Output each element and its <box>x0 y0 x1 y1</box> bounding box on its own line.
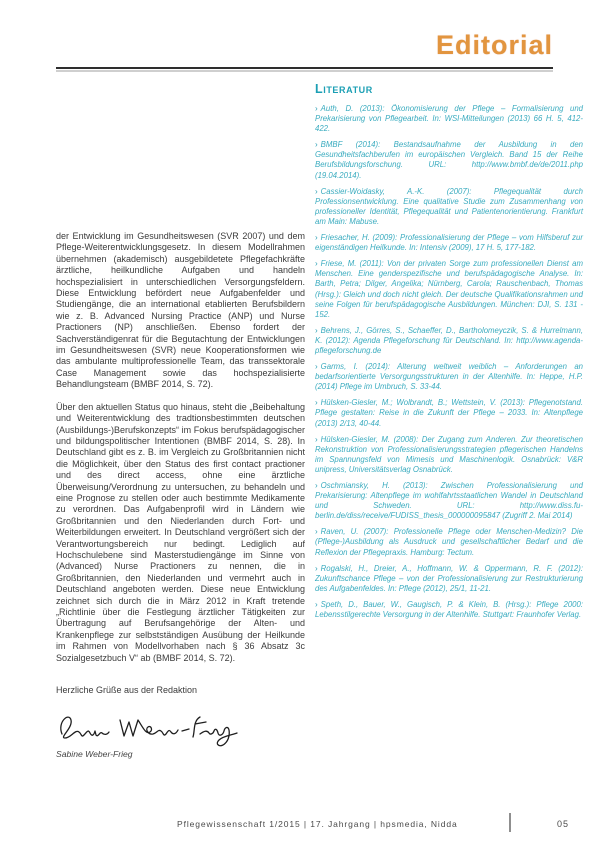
reference-item <box>315 600 583 620</box>
reference-bullet: › <box>315 599 318 609</box>
reference-bullet: › <box>315 362 318 372</box>
page-title: Editorial <box>435 30 553 60</box>
reference-item <box>315 104 583 134</box>
closing-line: Herzliche Grüße aus der Redaktion <box>56 685 198 696</box>
reference-bullet: › <box>315 563 318 573</box>
literature-heading: Literatur <box>315 82 373 96</box>
article-column <box>56 231 305 772</box>
reference-bullet: › <box>315 481 318 490</box>
footer-divider <box>509 813 511 832</box>
reference-item <box>315 398 583 428</box>
reference-item <box>315 259 583 320</box>
reference-item <box>315 187 583 227</box>
reference-bullet: › <box>315 104 318 113</box>
reference-bullet: › <box>315 527 318 537</box>
reference-bullet: › <box>315 434 318 444</box>
reference-bullet: › <box>315 259 318 269</box>
article-paragraph-2: Über den aktuellen Status quo hinaus, steht die „Beibehaltung und Weiterentwicklung des tradtionsbestimmten deutschen (Ausbildungs-)Berufskonzepts“ im Fokus berufspädagogischer und bildungspolitischer Intentionen (BMBF 2014, S. 28). In Deutschland gibt es z. B. im Vergleich zu Großbritannien nicht die Möglichkeit, über den Status des first contact practioner und des direct access, ohne eine ärztliche Überweisung/Verordnung zu untersuchen, zu behandeln und eine Prognose zu stellen oder auch bestimmte Medikamente zu verordnen. Das Aufgabenprofil wird in Ländern wie Großbritannien und den Niederlanden durch Fort- und Weiterbildungen erweitert. In Deutschland vergrößert sich der Verantwortungsbereich nur bedingt. Lediglich auf Hochschulebene sind Masterstudiengänge im Sinne von (Advanced) Nurse Practioners zu nennen, die in Großbritannien, den Niederlanden und vermehrt auch in Deutschland angeboten werden. Diese neue Entwicklung zeichnet sich durch die in März 2012 in Kraft tretende „Richtlinie über die Festlegung ärztlicher Tätigkeiten zur Übertragung auf Berufsangehörige der Alten- und Krankenpflege zur selbstständigen Ausübung der Heilkunde im Rahmen von Modellvorhaben nach § 36 Absatz 3c Sozialgesetzbuch V“ ab (BMBF 2014, S. 72). <box>56 401 305 663</box>
reference-item <box>315 527 583 557</box>
signature-handwriting <box>54 707 244 747</box>
reference-text: BMBF (2014): Bestandsaufnahme der Ausbildung in den Gesundheitsfachberufen im europäischen Vergleich. Band 15 der Reihe Berufsbildungsforschung. URL: http://www.bmbf.de/de/2011.php (19.04.2014). <box>315 140 583 180</box>
reference-text: Behrens, J., Görres, S., Schaeffer, D., Bartholomeyczik, S. & Hurrelmann, K. (2012): Agenda Pflegeforschung für Deutschland. In: http://www.agenda-pflegeforschung.de <box>315 325 583 355</box>
reference-bullet: › <box>315 140 318 150</box>
reference-text: Hülsken-Giesler, M.; Wolbrandt, B.; Wettstein, V. (2013): Pflegenotstand. Pflege gestalten: Reise in die Zukunft der Pflege – 2033. In: Altenpflege (2013) 2/13, 40-44. <box>315 398 583 428</box>
reference-text: Raven, U. (2007): Professionelle Pflege oder Menschen-Medizin? Die (Pflege-)Ausbildung als Ausdruck und gesellschaftlicher Bedarf und die Reflexion der Pflegepraxis. Hamburg: Tectum. <box>315 527 583 557</box>
reference-bullet: › <box>315 186 318 196</box>
reference-text: Oschmiansky, H. (2013): Zwischen Professionalisierung und Prekarisierung: Altenpflege im wohlfahrtsstaatlichen Wandel in Deutschland und Schweden. URL: http://www.diss.fu-berlin.de/diss/receive/FUDISS_thesis_000000095847 (Zugriff 2. Mai 2014) <box>315 481 583 521</box>
reference-text: Speth, D., Bauer, W., Gaugisch, P. & Klein, B. (Hrsg.): Pflege 2000: Lebensstilgerechte Versorgung in der Altenhilfe. Stuttgart: Fraunhofer Verlag. <box>315 599 583 620</box>
reference-text: Friesacher, H. (2009): Professionalisierung der Pflege – vom Hilfsberuf zur eigenständigen Heilkunde. In: Intensiv (2009), 17 H. 5, 177-182. <box>315 233 583 253</box>
reference-item <box>315 481 583 521</box>
reference-text: Hülsken-Giesler, M. (2008): Der Zugang zum Anderen. Zur theoretischen Rekonstruktion von Professionalisierungsstrategien pflegerischen Handelns im Spannungsfeld von Mimesis und Maschinenlogik. Osnabrück: V&R unipress, Universitätsverlag Osnabrück. <box>315 434 583 474</box>
reference-item <box>315 233 583 253</box>
reference-item <box>315 140 583 180</box>
literature-column <box>315 82 583 626</box>
reference-bullet: › <box>315 233 318 243</box>
reference-item <box>315 564 583 594</box>
signature-name: Sabine Weber-Frieg <box>56 749 133 760</box>
reference-bullet: › <box>315 398 318 408</box>
reference-text: Friese, M. (2011): Von der privaten Sorge zum professionellen Dienst am Menschen. Eine genderspezifische und berufspädagogische Analyse. In: Barth, Petra; Dilger, Angelika; Nürnberg, Carola; Rauschenbach, Thomas (Hrsg.): Gleich und doch nicht gleich. Der deutsche Qualifikationsrahmen und seine Folgen für berufspädagogische Ausbildungen. München: DJI, S. 131 - 152. <box>315 259 583 319</box>
reference-text: Cassier-Woidasky, A.-K. (2007): Pflegequalität durch Professionsentwicklung. Eine qualitative Studie zum Zusammenhang von professioneller Identität, Pflegequalität und Patientenorientierung. Frankfurt am Main: Mabuse. <box>315 186 583 226</box>
reference-item <box>315 362 583 392</box>
reference-text: Auth, D. (2013): Ökonomisierung der Pflege – Formalisierung und Prekarisierung von Pflegearbeit. In: WSI-Mitteilungen (2013) 66 H. 5, 412-422. <box>315 104 583 134</box>
reference-item <box>315 326 583 356</box>
header-divider <box>56 67 553 69</box>
footer-journal-info: Pflegewissenschaft 1/2015 | 17. Jahrgang | hpsmedia, Nidda <box>177 819 458 829</box>
reference-bullet: › <box>315 325 318 335</box>
footer-page-number: 05 <box>557 819 570 829</box>
reference-text: Garms, I. (2014): Alterung weltweit weiblich – Anforderungen an bedarfsorientierte Versorgungsstrukturen in der Altenhilfe. In: Heppe, H.P. (2014) Pflege im Umbruch, S. 33-44. <box>315 362 583 392</box>
reference-item <box>315 435 583 475</box>
article-paragraph-1: der Entwicklung im Gesundheitswesen (SVR 2007) und dem Pflege-Weiterentwicklungsgesetz. In diesem Modellrahmen übernehmen (akademisch) ausgebildetete Pflegefachkräfte ärztliche, heilkundliche Aufgaben und handeln hochspezialisiert in unterschiedlichen Versorgungsfeldern. Diese Entwicklung befördert neue Aufgabenfelder und Studiengänge, die an international etablierten Berufsbildern wie z. B. Advanced Nursing Practice (ANP) und Nurse Practioners (NP) anschließen. Ebenso fordert der Sachverständigenrat für die Begutachtung der Entwicklungen im Gesundheitswesen (SVR) neue Kooperationsformen wie das ambulante multiprofessionelle Team, das transsektorale Case Management sowie das hochspezialisierte Behandlungsteam (BMBF 2014, S. 72). <box>56 231 305 390</box>
reference-text: Rogalski, H., Dreier, A., Hoffmann, W. & Oppermann, R. F. (2012): Zukunftschance Pflege – von der Professionalisierung zur Restrukturierung des Aufgabenfeldes. In: Pflege (2012), 25/1, 11-21. <box>315 563 583 593</box>
